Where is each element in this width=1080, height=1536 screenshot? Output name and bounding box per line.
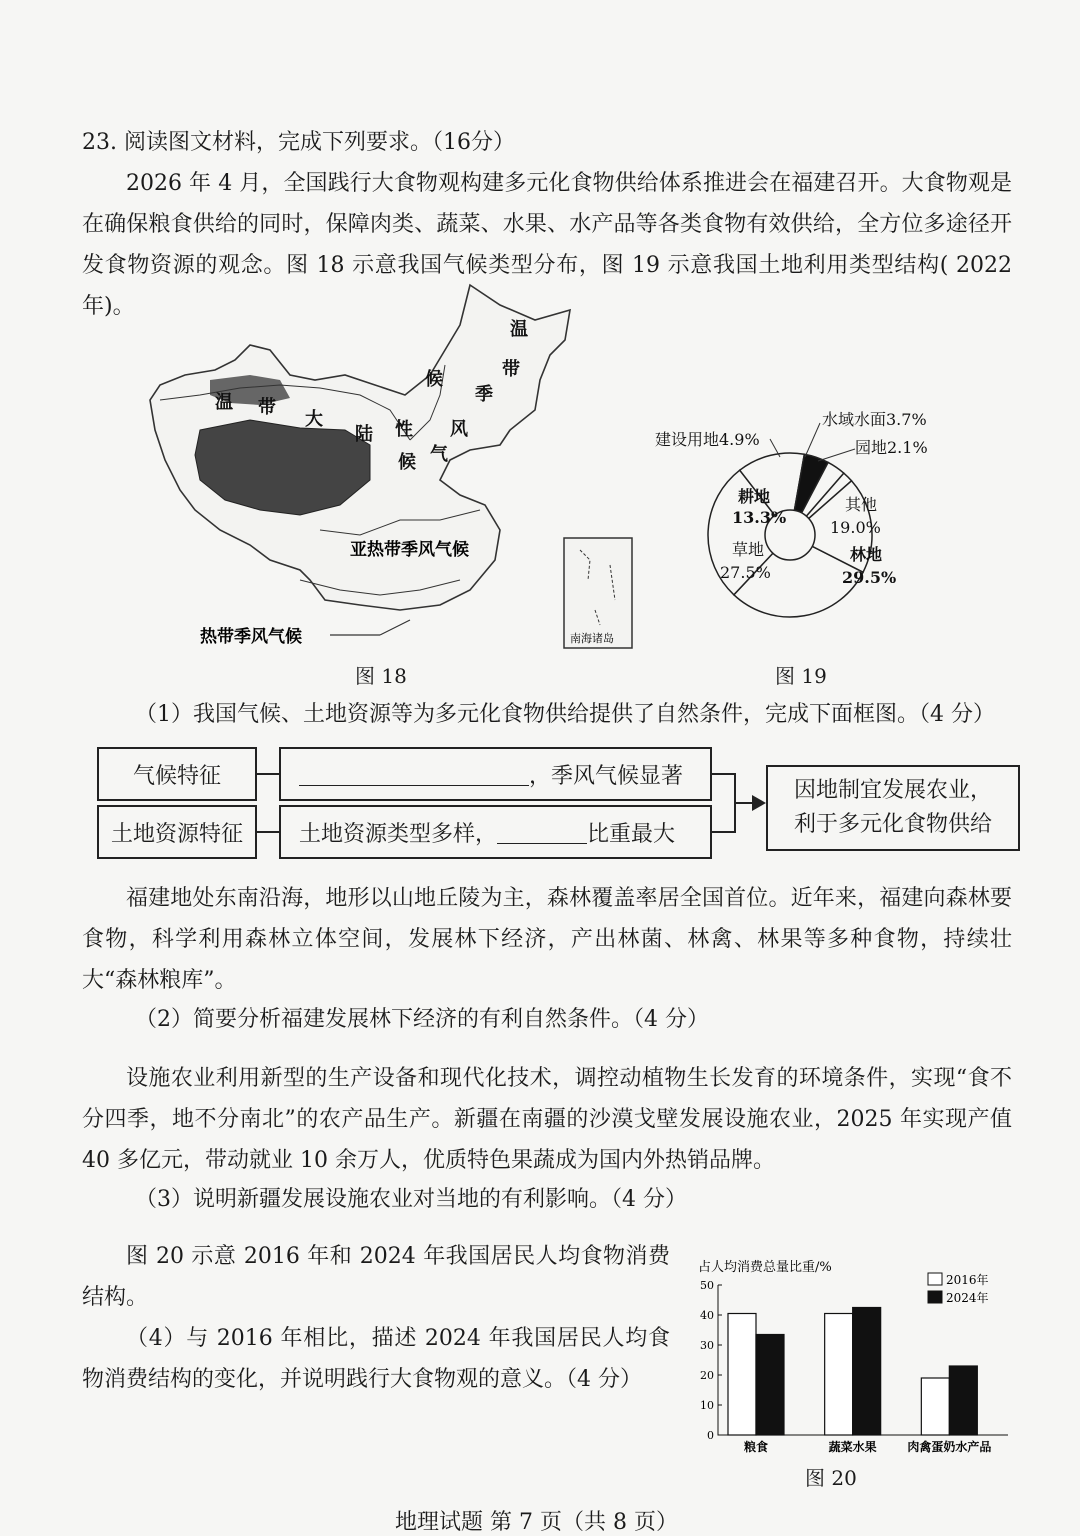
map-label-char: 性 <box>395 419 413 440</box>
climate-detail-text: ，季风气候显著 <box>529 763 684 789</box>
map-label-char: 带 <box>502 359 520 380</box>
subtropical-label: 亚热带季风气候 <box>350 540 469 560</box>
material-4-text: 图 20 示意 2016 年和 2024 年我国居民人均食物消费结构。 <box>82 1244 670 1310</box>
material-3-text: 设施农业利用新型的生产设备和现代化技术，调控动植物生长发育的环境条件，实现“食不分四季，地不分南北”的农产品生产。新疆在南疆的沙漠戈壁发展设施农业，2025 年实现产值 40 多亿元，带动就业 10 余万人，优质特色果蔬成为国内外热销品牌。 <box>82 1066 1013 1173</box>
tropical-label: 热带季风气候 <box>200 627 302 647</box>
pie-label-grass-name: 草地 <box>732 540 765 559</box>
fig19-caption: 图 19 <box>775 664 827 688</box>
pie-label-forest: 29.5% <box>842 568 897 587</box>
legend-swatch-2024 <box>928 1291 942 1303</box>
map-label-char: 候 <box>425 369 443 390</box>
map-label-char: 陆 <box>355 424 373 445</box>
y-tick-label: 40 <box>700 1309 714 1322</box>
pie-label-arable: 13.3% <box>732 508 787 527</box>
land-feature-box <box>97 805 257 859</box>
page-footer: 地理试题 第 7 页（共 8 页） <box>395 1510 678 1535</box>
q4-text: （4）与 2016 年相比，描述 2024 年我国居民人均食物消费结构的变化，并说明践行大食物观的意义。（4 分） <box>82 1326 670 1392</box>
land-detail-text-b: 比重最大 <box>587 821 676 847</box>
map-label-char: 温 <box>510 319 528 340</box>
map-label-char: 气 <box>430 444 448 465</box>
land-detail-text-a: 土地资源类型多样， <box>299 821 498 847</box>
map-label-char: 季 <box>475 384 493 405</box>
x-tick-label: 蔬菜水果 <box>828 1440 877 1454</box>
intro-text: 2026 年 4 月，全国践行大食物观构建多元化食物供给体系推进会在福建召开。大食物观是在确保粮食供给的同时，保障肉类、蔬菜、水果、水产品等各类食物有效供给，全方位多途径开发食物资源的观念。图 18 示意我国气候类型分布，图 19 示意我国土地利用类型结构( 2022 年)。 <box>82 171 1012 319</box>
bar-0-1 <box>756 1335 784 1436</box>
inset-box <box>564 538 632 648</box>
legend-label-2016: 2016年 <box>946 1273 989 1287</box>
food-consumption-bar-chart <box>690 1255 1020 1495</box>
land-feature-label: 土地资源特征 <box>110 821 243 847</box>
q1-text: （1）我国气候、土地资源等为多元化食物供给提供了自然条件，完成下面框图。（4 分） <box>135 702 995 727</box>
map-label-char: 大 <box>305 409 323 430</box>
legend <box>928 1272 989 1305</box>
map-label-char: 候 <box>398 452 416 473</box>
bar-2-1 <box>949 1366 977 1435</box>
climate-feature-label: 气候特征 <box>132 763 221 789</box>
inset-label: 南海诸岛 <box>570 632 614 645</box>
pie-label-other-name: 其他 <box>845 495 878 514</box>
answer-blank-1[interactable] <box>299 763 529 786</box>
pie-label-arable-name: 耕地 <box>738 487 771 506</box>
material-2-text: 福建地处东南沿海，地形以山地丘陵为主，森林覆盖率居全国首位。近年来，福建向森林要食物，科学利用森林立体空间，发展林下经济，产出林菌、林禽、林果等多种食物，持续壮大“森林粮库”。 <box>82 886 1012 993</box>
y-tick-label: 50 <box>700 1279 714 1292</box>
pie-label-water: 水域水面3.7% <box>822 410 927 429</box>
y-tick-label: 10 <box>700 1399 714 1412</box>
fig18-caption: 图 18 <box>355 664 407 688</box>
y-tick-label: 0 <box>707 1429 714 1442</box>
pie-label-other: 19.0% <box>830 518 881 537</box>
climate-map <box>140 280 660 660</box>
arrow-head-icon <box>752 795 766 811</box>
map-label-char: 风 <box>450 419 468 440</box>
fig20-caption: 图 20 <box>805 1466 857 1490</box>
q2-text: （2）简要分析福建发展林下经济的有利自然条件。（4 分） <box>135 1007 709 1032</box>
pie-label-construction: 建设用地4.9% <box>655 430 760 449</box>
result-line-2: 利于多元化食物供给 <box>793 812 992 837</box>
pie-label-orchard: 园地2.1% <box>855 438 928 457</box>
material-4 <box>82 1236 670 1318</box>
legend-label-2024: 2024年 <box>946 1291 989 1305</box>
q3-text: （3）说明新疆发展设施农业对当地的有利影响。（4 分） <box>135 1187 687 1212</box>
climate-feature-box <box>97 747 257 801</box>
material-2 <box>82 878 1012 1001</box>
bar-2-0 <box>921 1378 949 1435</box>
map-label-char: 温 <box>215 392 233 413</box>
land-detail-box <box>279 805 712 859</box>
bar-1-0 <box>825 1314 853 1436</box>
material-3 <box>82 1058 1012 1181</box>
x-tick-label: 粮食 <box>743 1440 769 1454</box>
legend-swatch-2016 <box>928 1273 942 1285</box>
question-heading: 23. 阅读图文材料，完成下列要求。（16分） <box>82 130 515 155</box>
y-axis-label: 占人均消费总量比重/% <box>698 1260 832 1275</box>
result-box <box>766 765 1020 851</box>
y-tick-label: 30 <box>700 1339 714 1352</box>
result-line-1: 因地制宜发展农业， <box>793 778 992 803</box>
bar-1-1 <box>853 1308 881 1436</box>
q4 <box>82 1318 670 1400</box>
climate-detail-box <box>279 747 712 801</box>
x-tick-label: 肉禽蛋奶水产品 <box>907 1440 992 1454</box>
pie-label-grass: 27.5% <box>720 563 771 582</box>
map-label-char: 带 <box>258 397 276 418</box>
y-tick-label: 20 <box>700 1369 714 1382</box>
land-use-pie-chart <box>650 395 940 655</box>
answer-blank-2[interactable] <box>497 821 587 844</box>
pie-label-forest-name: 林地 <box>850 545 883 564</box>
bar-0-0 <box>728 1314 756 1436</box>
